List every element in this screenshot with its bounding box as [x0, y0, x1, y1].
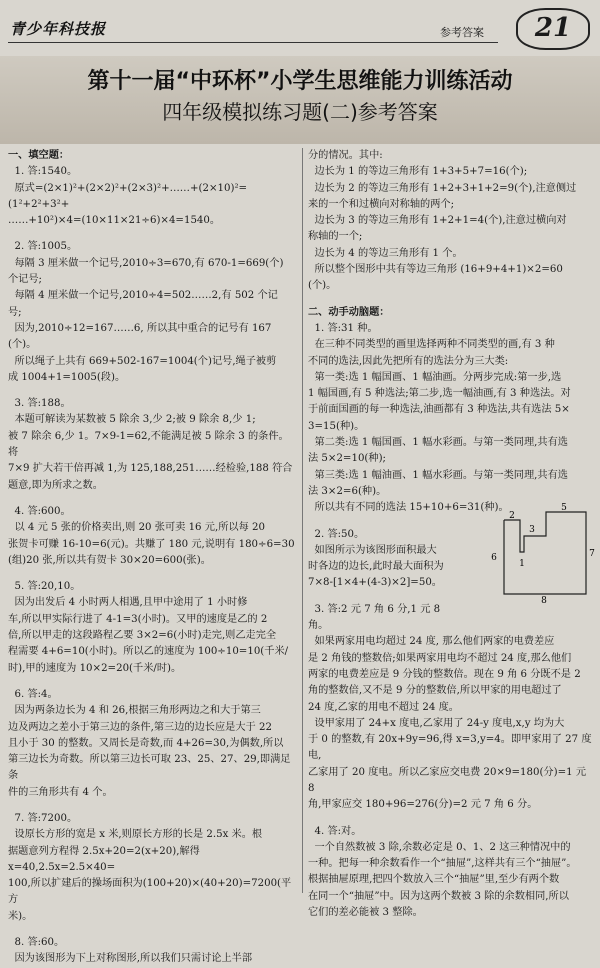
- text-line: (个)。: [8, 339, 37, 351]
- shape-diagram: [482, 503, 595, 606]
- text-line: 3=15(种)。: [308, 420, 365, 432]
- text-line: 分的情况。其中:: [308, 150, 383, 161]
- newspaper-brand: 青少年科技报: [10, 20, 107, 38]
- text-line: 根据抽屉原理,把四个数放入三个“抽屉”里,至少有两个数: [308, 874, 560, 886]
- text-line: 它们的差必能被 3 整除。: [308, 907, 423, 919]
- column-divider: [302, 148, 303, 893]
- paragraph-gap: [8, 569, 298, 579]
- text-line: 据题意列方程得 2.5x+20=2(x+20),解得 x=40,2.5x=2.5×40=: [8, 845, 204, 873]
- section-label: 参考答案: [440, 26, 484, 39]
- text-line: 7×8-[1×4+(4-3)×2]=50。: [308, 577, 442, 589]
- text-line: 5. 答:20,10。: [8, 581, 81, 593]
- text-line: 边长为 1 的等边三角形有 1+3+5+7=16(个);: [308, 166, 528, 178]
- text-line: 角的整数倍,又不是 9 分的整数倍,所以甲家的用电超过了: [308, 685, 562, 697]
- text-line: 程需要 4+6=10(小时)。所以乙的速度为 100÷10=10(千米/: [8, 646, 289, 658]
- text-line: 1 幅国画,有 5 种选法;第二步,选一幅油画,有 3 种选法。对: [308, 388, 571, 400]
- text-line: 在同一个“抽屉”中。因为这两个数被 3 除的余数相同,所以: [308, 890, 569, 902]
- text-line: 4. 答:600。: [8, 505, 71, 517]
- section-heading: 二、动手动脑题：: [308, 306, 390, 318]
- diagram-label-notch: 3: [529, 525, 535, 535]
- text-line: 原式=(2×1)²+(2×2)²+(2×3)²+……+(2×10)²=(1²+2²+3²+: [8, 182, 248, 210]
- text-line: 题意,即为所求之数。: [8, 479, 103, 491]
- diagram-outline: [504, 512, 586, 594]
- page-header: [0, 0, 600, 52]
- text-line: 所以绳子上共有 669+502-167=1004(个)记号,绳子被剪: [8, 355, 277, 367]
- text-line: (组)20 张,所以共有贺卡 30×20=600(张)。: [8, 554, 211, 566]
- diagram-label-small-top: 2: [509, 511, 515, 521]
- text-line: 一种。把每一种余数看作一个“抽屉”,这样共有三个“抽屉”。: [308, 858, 577, 870]
- text-line: 乙家用了 20 度电。所以乙家应交电费 20×9=180(分)=1 元 8: [308, 766, 590, 794]
- paragraph-gap: [8, 229, 298, 239]
- text-line: 设甲家用了 24+x 度电,乙家用了 24-y 度电,x,y 均为大: [308, 717, 565, 729]
- text-line: 2. 答:50。: [308, 528, 365, 540]
- text-line: 边长为 2 的等边三角形有 1+2+3+1+2=9(个),注意侧过: [308, 182, 577, 194]
- text-line: 边长为 3 的等边三角形有 1+2+1=4(个),注意过横向对: [308, 215, 567, 227]
- text-line: 8. 答:60。: [8, 937, 65, 949]
- text-line: 是 2 角钱的整数倍;如果两家用电均不超过 24 度,那么他们: [308, 652, 572, 664]
- text-line: 号;: [8, 306, 22, 318]
- text-line: 成 1004+1=1005(段)。: [8, 371, 126, 383]
- paragraph-gap: [308, 295, 592, 305]
- text-line: ……+10²)×4=(10×11×21÷6)×4=1540。: [8, 215, 221, 227]
- text-line: 边及两边之差小于第三边的条件,第三边的边长应是大于 22: [8, 721, 272, 733]
- text-line: 称轴的一个;: [308, 231, 363, 243]
- text-line: 于 0 的整数,有 20x+9y=96,得 x=3,y=4。即甲家用了 27 度电,: [308, 734, 592, 762]
- text-line: 米)。: [8, 910, 33, 922]
- diagram-label-right: 7: [589, 549, 595, 559]
- text-line: 车,所以甲实际行进了 4-1=3(小时)。又甲的速度是乙的 2: [8, 613, 268, 625]
- text-line: 所以共有不同的选法 15+10+6=31(种)。: [308, 502, 509, 514]
- text-line: 如图所示为该图形面积最大: [308, 544, 437, 556]
- diagram-label-left: 6: [491, 553, 497, 563]
- page-title: 第十一届“中环杯”小学生思维能力训练活动: [87, 69, 513, 94]
- text-line: 一个自然数被 3 除,余数必定是 0、1、2 这三种情况中的: [308, 841, 571, 853]
- text-line: 以 4 元 5 张的价格卖出,则 20 张可卖 16 元,所以每 20: [8, 522, 265, 534]
- text-line: 因为该图形为下上对称图形,所以我们只需讨论上半部: [8, 953, 253, 965]
- text-line: 3. 答:188。: [8, 398, 71, 410]
- text-line: 角。: [308, 620, 329, 632]
- text-line: 来的一个和过横向对称轴的两个;: [308, 198, 455, 210]
- text-line: 7. 答:7200。: [8, 812, 78, 824]
- text-line: 第一类:选 1 幅国画、1 幅油画。分两步完成:第一步,选: [308, 371, 562, 383]
- text-line: 6. 答:4。: [8, 688, 58, 700]
- text-line: 1. 答:31 种。: [308, 322, 378, 334]
- text-line: 法 3×2=6(种)。: [308, 485, 387, 497]
- text-line: 1. 答:1540。: [8, 166, 78, 178]
- text-line: 时),甲的速度为 10×2=20(千米/时)。: [8, 662, 182, 674]
- paragraph-gap: [8, 801, 298, 811]
- text-line: 24 度,乙家的用电不超过 24 度。: [308, 701, 459, 713]
- paragraph-gap: [8, 677, 298, 687]
- text-line: 角,甲家应交 180+96=276(分)=2 元 7 角 6 分。: [308, 799, 538, 811]
- page-subtitle: 四年级模拟练习题(二)参考答案: [162, 100, 438, 124]
- text-line: 法 5×2=10(种);: [308, 453, 386, 465]
- paragraph-gap: [8, 494, 298, 504]
- text-line: 如果两家用电均超过 24 度, 那么他们两家的电费差应: [308, 636, 555, 648]
- text-line: 被 7 除余 6,少 1。7×9-1=62,不能满足被 5 除余 3 的条件。将: [8, 430, 289, 459]
- text-line: 本题可解读为某数被 5 除余 3,少 2;被 9 除余 8,少 1;: [8, 414, 256, 426]
- text-line: 因为出发后 4 小时两人相遇,且甲中途用了 1 小时修: [8, 597, 248, 609]
- text-line: 张贺卡可赚 16-10=6(元)。共赚了 180 元,说明有 180÷6=30: [8, 538, 295, 550]
- paragraph-gap: [308, 814, 592, 824]
- left-column: [8, 148, 298, 968]
- text-line: 设原长方形的宽是 x 米,则原长方形的长是 2.5x 米。根: [8, 829, 263, 841]
- text-line: 边长为 4 的等边三角形有 1 个。: [308, 247, 463, 259]
- diagram-label-notch-bottom: 1: [519, 559, 525, 569]
- diagram-label-bottom: 8: [541, 596, 547, 606]
- text-line: 因为,2010÷12=167……6, 所以其中重合的记号有 167: [8, 322, 272, 334]
- text-line: 时各边的边长,此时最大面积为: [308, 561, 444, 573]
- text-line: 2. 答:1005。: [8, 241, 78, 253]
- text-line: 第三边长为奇数。所以第三边长可取 23、25、27、29,即满足条: [8, 754, 291, 782]
- text-line: 且小于 30 的整数。又周长是奇数,而 4+26=30,为偶数,所以: [8, 737, 284, 749]
- paragraph-gap: [8, 925, 298, 935]
- text-line: 个记号;: [8, 274, 42, 286]
- text-line: 第三类:选 1 幅油画、1 幅水彩画。与第一类同理,共有选: [308, 469, 568, 481]
- section-heading: 一、填空题：: [8, 150, 70, 161]
- text-line: 件的三角形共有 4 个。: [8, 786, 113, 798]
- header-rule: [8, 42, 498, 43]
- diagram-label-top: 5: [561, 503, 567, 513]
- text-line: 第二类:选 1 幅国画、1 幅水彩画。与第一类同理,共有选: [308, 437, 568, 449]
- text-line: 4. 答:对。: [308, 825, 362, 837]
- text-line: 不同的选法,因此先把所有的选法分为三大类:: [308, 355, 509, 367]
- text-line: 7×9 扩大若干倍再减 1,为 125,188,251……经检验,188 符合: [8, 463, 293, 475]
- text-line: 倍,所以甲走的这段路程乙要 3×2=6(小时)走完,则乙走完全: [8, 630, 277, 642]
- text-line: 所以整个图形中共有等边三角形 (16+9+4+1)×2=60: [308, 264, 563, 276]
- text-line: 100,所以扩建后的操场面积为(100+20)×(40+20)=7200(平方: [8, 878, 292, 906]
- page-number-badge: 21: [516, 8, 590, 50]
- text-line: 两家的电费差应是 9 分钱的整数倍。现在 9 角 6 分既不是 2: [308, 668, 581, 680]
- text-line: 于前面国画的每一种选法,油画都有 3 种选法,共有选法 5×: [308, 404, 570, 416]
- paragraph-gap: [8, 386, 298, 396]
- text-line: 3. 答:2 元 7 角 6 分,1 元 8: [308, 603, 441, 615]
- text-line: 因为两条边长为 4 和 26,根据三角形两边之和大于第三: [8, 705, 261, 717]
- text-line: 每隔 3 厘米做一个记号,2010÷3=670,有 670-1=669(个): [8, 257, 284, 269]
- text-line: 在三种不同类型的画里选择两种不同类型的画,有 3 种: [308, 339, 555, 351]
- text-line: 每隔 4 厘米做一个记号,2010÷4=502……2,有 502 个记: [8, 290, 278, 302]
- text-line: (个)。: [308, 280, 337, 292]
